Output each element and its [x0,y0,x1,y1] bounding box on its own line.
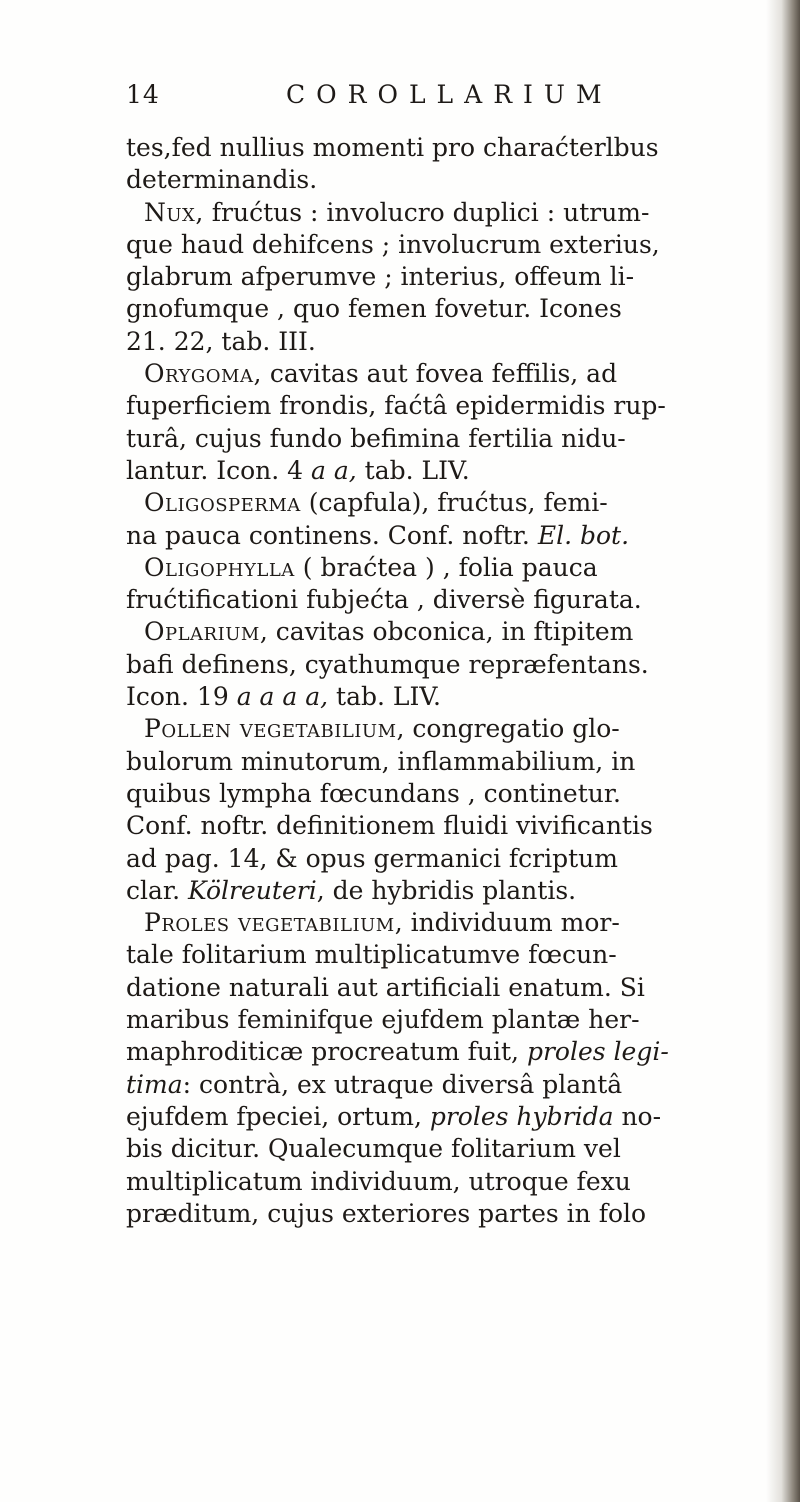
entry-term: Pollen vegetabilium [144,714,397,744]
text-line [126,132,786,164]
text-line [126,293,786,325]
text-line [126,713,786,745]
line-text: tale folitarium multiplicatumve fœcun- [126,940,617,970]
line-text: tab. LIV. [328,682,441,712]
line-text: frućtificationi fubjećta , diversè figurata. [126,585,642,615]
text-line [126,584,786,616]
line-text: turâ, cujus fundo befimina fertilia nidu- [126,423,626,453]
entry-term: Orygoma, [144,359,262,389]
text-line [126,843,786,875]
line-text: frućtus : involucro duplici : utrum- [203,197,650,227]
line-text: lantur. Icon. 4 [126,455,312,485]
text-line [126,390,786,422]
entry-term: Oligosperma [144,488,301,518]
line-text: maphroditicæ procreatum fuit, [126,1037,527,1067]
text-line [126,164,786,196]
text-line [126,810,786,842]
italic-text: tima [126,1069,183,1099]
line-text: multiplicatum individuum, utroque fexu [126,1166,631,1196]
line-text: bis dicitur. Qualecumque folitarium vel [126,1134,621,1164]
line-text: , cavitas obconica, in ftipitem [259,617,634,647]
text-line [126,1069,786,1101]
text-line [126,746,786,778]
text-line [126,649,786,681]
text-line [126,197,786,229]
line-text: bafi definens, cyathumque repræfentans. [126,649,649,679]
line-text: gnofumque , quo femen fovetur. Icones [126,294,622,324]
line-text: na pauca continens. Conf. noftr. [126,520,538,550]
page-number: 14 [126,80,160,109]
text-line [126,778,786,810]
line-text: que haud dehifcens ; involucrum exterius, [126,229,660,259]
line-text: Icon. 19 [126,682,237,712]
text-line [126,358,786,390]
entry-term: Oplarium [144,617,260,647]
line-text: 21. 22, tab. III. [126,326,316,356]
line-text: ( braćtea ) , folia pauca [294,552,598,582]
line-text: glabrum afperumve ; interius, offeum li- [126,262,635,292]
line-text: clar. [126,875,188,905]
running-head: COROLLARIUM [286,80,613,109]
text-line [126,939,786,971]
italic-text: Kölreuteri [188,875,317,905]
italic-text: proles legi- [526,1037,669,1067]
italic-text: El. bot. [537,520,630,550]
text-line [126,326,786,358]
text-line [126,487,786,519]
text-line [126,1166,786,1198]
line-text: tes,fed nullius momenti pro charaćterlbus [126,133,659,162]
line-text: , individuum mor- [394,908,620,938]
text-line [126,972,786,1004]
italic-text: a a a a, [236,682,329,712]
text-line [126,1198,786,1230]
text-line [126,1004,786,1036]
text-line [126,229,786,261]
line-text: cavitas aut fovea feffilis, ad [261,359,618,389]
line-text: no- [613,1101,662,1131]
text-line [126,1133,786,1165]
text-line [126,455,786,487]
line-text: bulorum minutorum, inflammabilium, in [126,746,636,776]
entry-term: Nux, [144,197,204,227]
line-text: maribus feminifque ejufdem plantæ her- [126,1005,640,1035]
text-line [126,261,786,293]
text-line [126,552,786,584]
text-line [126,875,786,907]
text-line [126,1036,786,1068]
line-text: (capfula), frućtus, femi- [300,488,608,518]
italic-text: a a, [311,455,357,485]
line-text: tab. LIV. [356,455,470,485]
line-text: præditum, cujus exteriores partes in folo [126,1198,647,1228]
line-text: datione naturali aut artificiali enatum. Si [126,972,645,1002]
line-text: ejufdem fpeciei, ortum, [126,1101,430,1131]
line-text: quibus lympha fœcundans , continetur. [126,778,622,808]
text-line [126,520,786,552]
italic-text: proles hybrida [429,1101,614,1131]
text-line [126,907,786,939]
page-header [126,80,686,116]
entry-term: Oligophylla [144,552,295,582]
line-text: determinandis. [126,165,318,195]
line-text: : contrà, ex utraque diversâ plantâ [182,1069,623,1099]
text-line [126,1101,786,1133]
line-text: fuperficiem frondis, faćtâ epidermidis rup- [126,391,666,421]
text-line [126,616,786,648]
line-text: , congregatio glo- [396,714,620,744]
line-text: , de hybridis plantis. [316,875,577,905]
line-text: Conf. noftr. definitionem fluidi vivificantis [126,811,653,841]
body-text [126,132,786,1230]
text-line [126,681,786,713]
entry-term: Proles vegetabilium [144,908,395,938]
line-text: ad pag. 14, & opus germanici fcriptum [126,843,618,873]
text-line [126,423,786,455]
